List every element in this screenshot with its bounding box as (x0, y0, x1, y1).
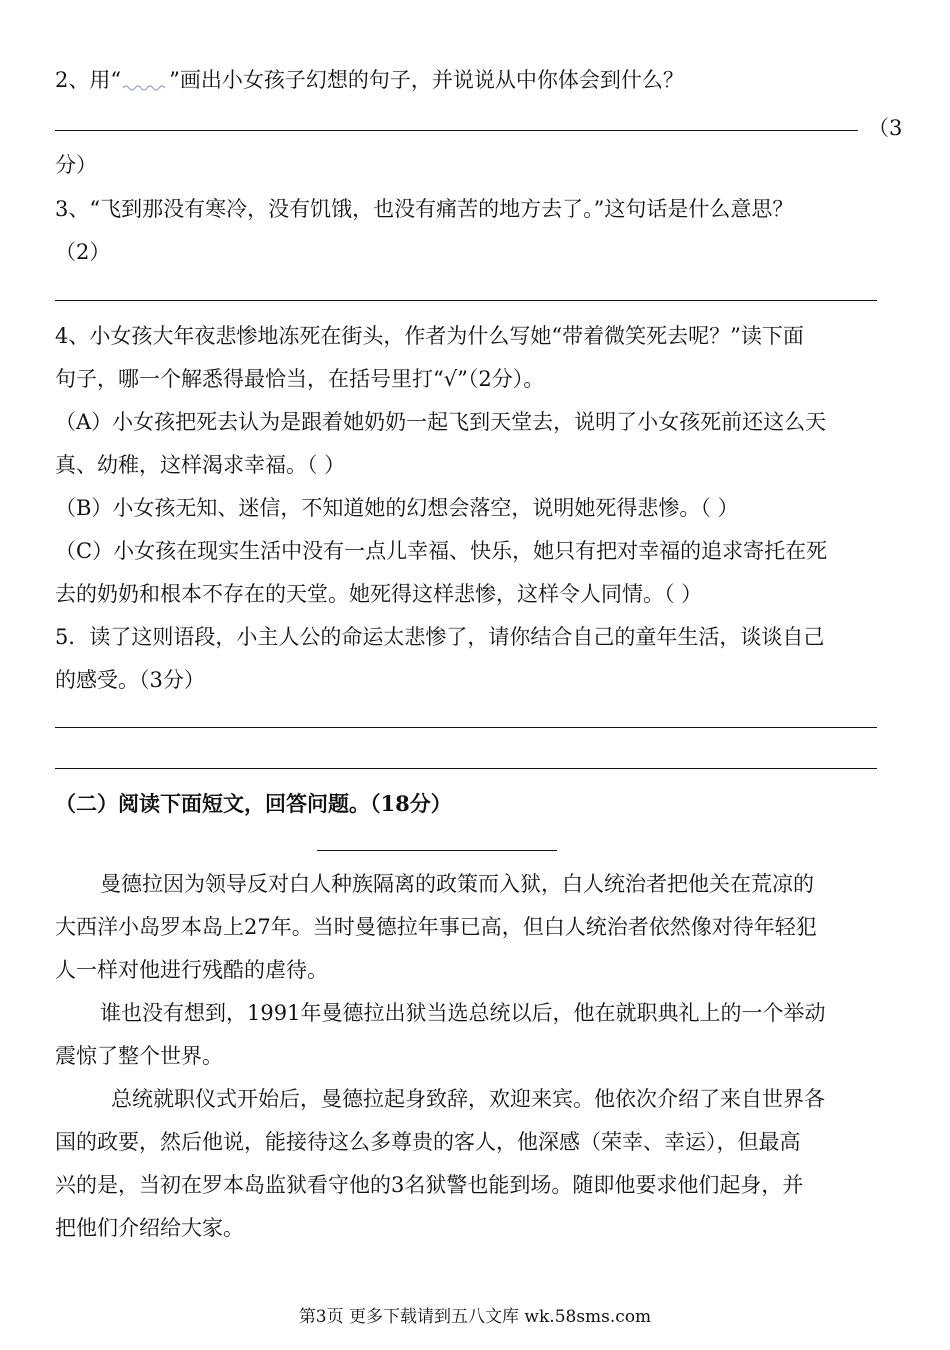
question-2-score-unit: 分） (55, 153, 97, 177)
question-2-prefix: 2、用“ (55, 68, 122, 92)
section-2-heading: （二）阅读下面短文，回答问题。（18分） (55, 791, 452, 816)
paragraph-3-line-2: 国的政要，然后他说，能接待这么多尊贵的客人，他深感（荣幸、幸运），但最高 (55, 1130, 801, 1154)
question-5-line-1: 5．读了这则语段，小主人公的命运太悲惨了，请你结合自己的童年生活，谈谈自己 (55, 625, 825, 649)
paragraph-1-line-2: 大西洋小岛罗本岛上27年。当时曼德拉年事已高，但白人统治者依然像对待年轻犯 (55, 915, 817, 939)
paragraph-3-line-4: 把他们介绍给大家。 (55, 1216, 244, 1240)
paragraph-1-line-3: 人一样对他进行残酷的虐待。 (55, 958, 328, 982)
option-a-line-2: 真、幼稚，这样渴求幸福。（ ） (55, 453, 346, 477)
paragraph-3-line-3: 兴的是，当初在罗本岛监狱看守他的3名狱警也能到场。随即他要求他们起身，并 (55, 1173, 804, 1197)
answer-line (55, 300, 877, 301)
question-4-line-1: 4、小女孩大年夜悲惨地冻死在街头，作者为什么写她“带着微笑死去呢？”读下面 (55, 324, 804, 348)
question-3-score: （2） (55, 240, 111, 264)
question-3: 3、“飞到那没有寒冷，没有饥饿，也没有痛苦的地方去了。”这句话是什么意思？ (55, 197, 794, 221)
question-2-text: ”画出小女孩子幻想的句子，并说说从中你体会到什么？ (169, 68, 684, 92)
wavy-underline-icon (121, 72, 169, 92)
title-blank-line (317, 850, 557, 851)
answer-line (55, 130, 858, 131)
paragraph-2-line-1: 谁也没有想到，1991年曼德拉出狱当选总统以后，他在就职典礼上的一个举动 (100, 1001, 826, 1025)
answer-line (55, 768, 877, 769)
paragraph-3-line-1: 总统就职仪式开始后，曼德拉起身致辞，欢迎来宾。他依次介绍了来自世界各 (111, 1087, 825, 1111)
question-5-line-2: 的感受。（3分） (55, 668, 205, 692)
question-2 (55, 66, 895, 94)
page-footer: 第3页 更多下载请到五八文库 wk.58sms.com (298, 1307, 652, 1327)
option-c-line-1: （C）小女孩在现实生活中没有一点儿幸福、快乐，她只有把对幸福的追求寄托在死 (55, 539, 828, 563)
paragraph-1-line-1: 曼德拉因为领导反对白人种族隔离的政策而入狱，白人统治者把他关在荒凉的 (100, 872, 814, 896)
paragraph-2-line-2: 震惊了整个世界。 (55, 1044, 223, 1068)
question-4-line-2: 句子，哪一个解悉得最恰当，在括号里打“√”（2分）。 (55, 367, 545, 391)
option-b: （B）小女孩无知、迷信，不知道她的幻想会落空，说明她死得悲惨。（ ） (55, 496, 739, 520)
option-a-line-1: （A）小女孩把死去认为是跟着她奶奶一起飞到天堂去，说明了小女孩死前还这么天 (55, 410, 827, 434)
question-2-score: （3 (868, 116, 903, 140)
option-c-line-2: 去的奶奶和根本不存在的天堂。她死得这样悲惨，这样令人同情。（ ） (55, 582, 703, 606)
answer-line (55, 727, 877, 728)
